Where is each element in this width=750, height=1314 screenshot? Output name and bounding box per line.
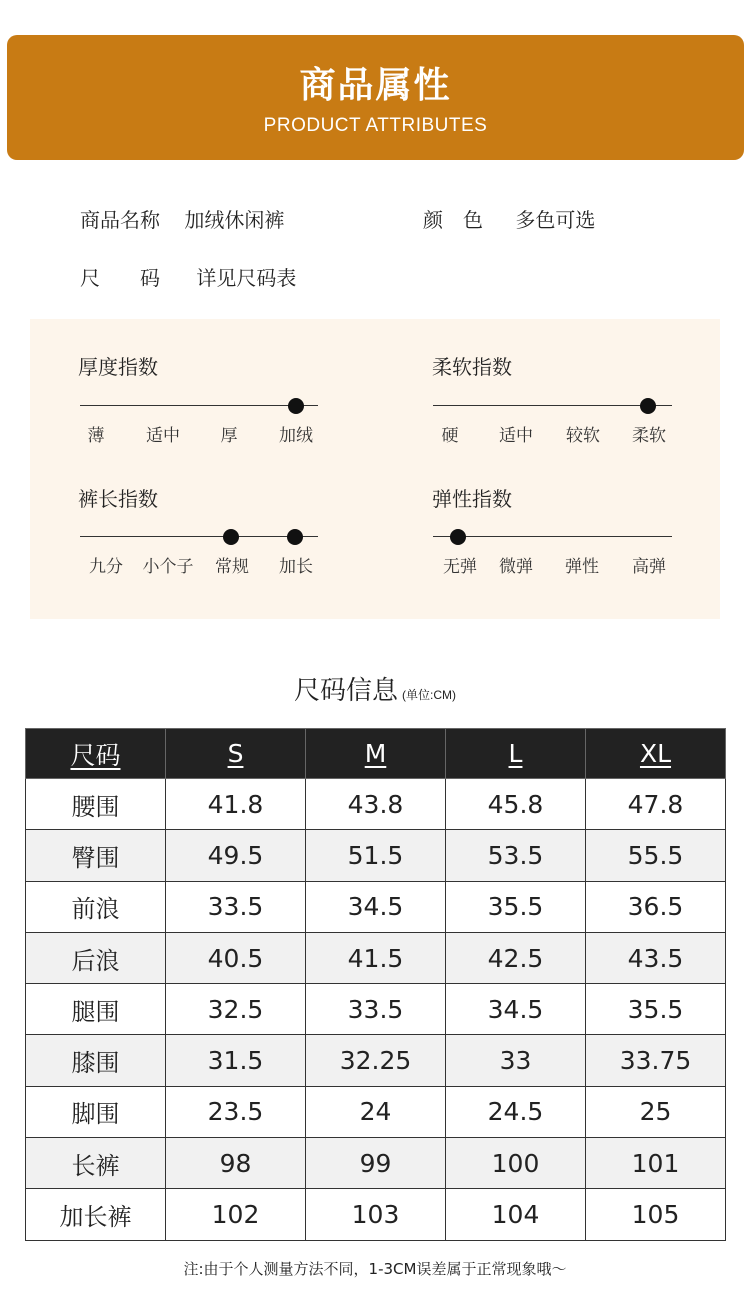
table-row xyxy=(26,1086,726,1137)
index-title: 弹性指数 xyxy=(432,487,512,511)
table-row xyxy=(26,984,726,1035)
index-option: 薄 xyxy=(87,426,105,446)
table-cell: 55.5 xyxy=(586,830,726,881)
index-option: 较软 xyxy=(566,426,600,446)
table-cell: 32.25 xyxy=(306,1035,446,1086)
table-row xyxy=(26,881,726,932)
attributes-banner xyxy=(7,35,744,160)
table-cell: 47.8 xyxy=(586,779,726,830)
index-option: 加长 xyxy=(279,557,313,577)
table-row xyxy=(26,932,726,983)
table-row xyxy=(26,1189,726,1240)
row-label: 长裤 xyxy=(26,1138,166,1189)
index-title: 裤长指数 xyxy=(78,487,158,511)
index-scale-line xyxy=(80,405,318,406)
row-label: 臀围 xyxy=(26,830,166,881)
index-marker xyxy=(223,529,239,545)
index-option: 无弹 xyxy=(443,557,477,577)
banner-subtitle: PRODUCT ATTRIBUTES xyxy=(263,115,488,136)
index-scale-line xyxy=(80,536,318,537)
index-title: 厚度指数 xyxy=(78,355,158,379)
attr-size xyxy=(80,262,296,291)
size-info-unit: (单位:CM) xyxy=(402,688,456,702)
index-title: 柔软指数 xyxy=(432,355,512,379)
header-cell: S xyxy=(166,729,306,779)
table-cell: 32.5 xyxy=(166,984,306,1035)
table-cell: 24.5 xyxy=(446,1086,586,1137)
index-scale-line xyxy=(433,405,672,406)
row-label: 前浪 xyxy=(26,881,166,932)
table-cell: 33.75 xyxy=(586,1035,726,1086)
table-cell: 100 xyxy=(446,1138,586,1189)
measurement-note: 注:由于个人测量方法不同，1-3CM误差属于正常现象哦～ xyxy=(183,1260,567,1278)
row-label: 加长裤 xyxy=(26,1189,166,1240)
index-option: 弹性 xyxy=(565,557,599,577)
table-cell: 105 xyxy=(586,1189,726,1240)
table-cell: 36.5 xyxy=(586,881,726,932)
row-label: 膝围 xyxy=(26,1035,166,1086)
index-option: 微弹 xyxy=(499,557,533,577)
table-cell: 33.5 xyxy=(306,984,446,1035)
table-cell: 103 xyxy=(306,1189,446,1240)
table-cell: 43.8 xyxy=(306,779,446,830)
index-option: 适中 xyxy=(499,426,533,446)
table-cell: 35.5 xyxy=(586,984,726,1035)
table-cell: 41.8 xyxy=(166,779,306,830)
table-cell: 33.5 xyxy=(166,881,306,932)
table-row xyxy=(26,779,726,830)
attr-key: 商品名称 xyxy=(80,208,160,232)
table-cell: 31.5 xyxy=(166,1035,306,1086)
table-cell: 42.5 xyxy=(446,932,586,983)
index-marker xyxy=(288,398,304,414)
index-option: 高弹 xyxy=(632,557,666,577)
table-cell: 99 xyxy=(306,1138,446,1189)
attr-color xyxy=(423,204,595,233)
index-option: 厚 xyxy=(220,426,238,446)
banner-title: 商品属性 xyxy=(299,65,452,106)
header-cell: 尺码 xyxy=(26,729,166,779)
index-option: 加绒 xyxy=(279,426,313,446)
table-cell: 104 xyxy=(446,1189,586,1240)
size-table-header xyxy=(26,729,726,779)
size-info-title xyxy=(0,670,750,707)
attr-key: 颜 色 xyxy=(423,208,483,232)
header-cell: L xyxy=(446,729,586,779)
attr-value: 加绒休闲裤 xyxy=(184,208,285,232)
table-cell: 45.8 xyxy=(446,779,586,830)
row-label: 腿围 xyxy=(26,984,166,1035)
attr-key: 尺 码 xyxy=(80,266,160,290)
index-option: 适中 xyxy=(146,426,180,446)
row-label: 后浪 xyxy=(26,932,166,983)
index-marker xyxy=(450,529,466,545)
table-cell: 98 xyxy=(166,1138,306,1189)
header-cell: M xyxy=(306,729,446,779)
size-table xyxy=(25,728,726,1241)
index-option: 常规 xyxy=(215,557,249,577)
table-cell: 34.5 xyxy=(446,984,586,1035)
table-row xyxy=(26,830,726,881)
table-cell: 24 xyxy=(306,1086,446,1137)
table-cell: 33 xyxy=(446,1035,586,1086)
table-cell: 35.5 xyxy=(446,881,586,932)
row-label: 腰围 xyxy=(26,779,166,830)
table-cell: 102 xyxy=(166,1189,306,1240)
table-cell: 25 xyxy=(586,1086,726,1137)
index-option: 柔软 xyxy=(632,426,666,446)
attr-product-name xyxy=(80,204,284,233)
attr-value: 多色可选 xyxy=(515,208,596,232)
index-panel xyxy=(30,319,720,619)
index-marker xyxy=(640,398,656,414)
table-cell: 101 xyxy=(586,1138,726,1189)
index-option: 九分 xyxy=(89,557,123,577)
index-option: 硬 xyxy=(441,426,459,446)
index-option: 小个子 xyxy=(142,557,194,577)
table-cell: 51.5 xyxy=(306,830,446,881)
index-marker xyxy=(287,529,303,545)
table-cell: 34.5 xyxy=(306,881,446,932)
table-cell: 41.5 xyxy=(306,932,446,983)
header-cell: XL xyxy=(586,729,726,779)
size-info-heading: 尺码信息 xyxy=(293,676,398,706)
table-cell: 53.5 xyxy=(446,830,586,881)
row-label: 脚围 xyxy=(26,1086,166,1137)
table-cell: 49.5 xyxy=(166,830,306,881)
index-scale-line xyxy=(433,536,672,537)
attr-value: 详见尺码表 xyxy=(196,266,297,290)
table-cell: 40.5 xyxy=(166,932,306,983)
table-row xyxy=(26,1138,726,1189)
table-row xyxy=(26,1035,726,1086)
table-cell: 23.5 xyxy=(166,1086,306,1137)
table-cell: 43.5 xyxy=(586,932,726,983)
